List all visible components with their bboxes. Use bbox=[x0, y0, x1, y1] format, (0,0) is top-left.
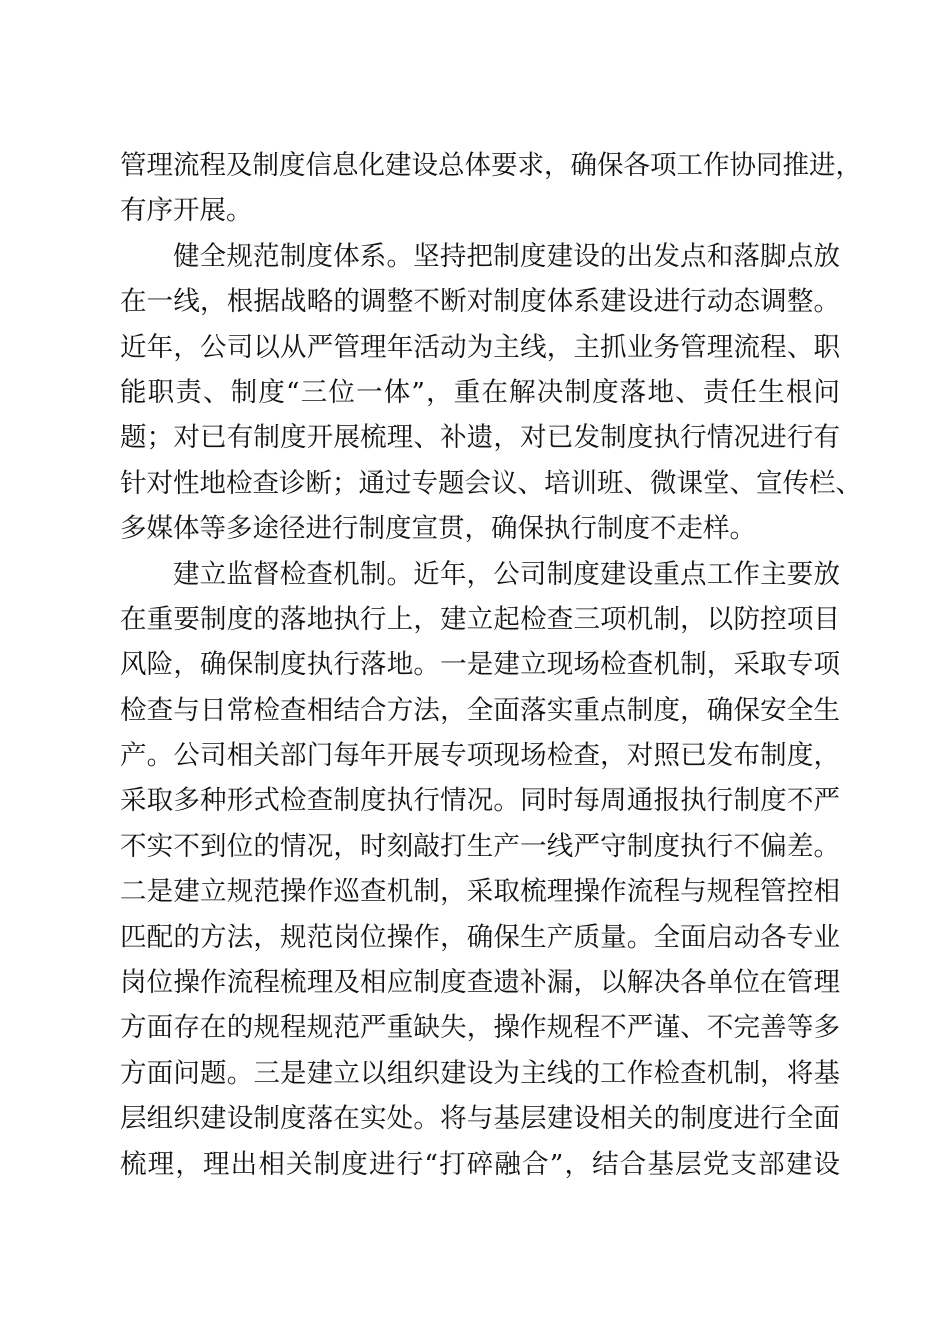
text-line-13: 检查与日常检查相结合方法，全面落实重点制度，确保安全生 bbox=[120, 694, 840, 726]
text-line-20: 方面存在的规程规范严重缺失，操作规程不严谨、不完善等多 bbox=[120, 1012, 840, 1044]
text-line-5: 近年，公司以从严管理年活动为主线，主抓业务管理流程、职 bbox=[120, 331, 840, 363]
document-body bbox=[120, 143, 862, 1187]
text-line-18: 匹配的方法，规范岗位操作，确保生产质量。全面启动各专业 bbox=[120, 921, 840, 953]
text-line-3: 健全规范制度体系。坚持把制度建设的出发点和落脚点放 bbox=[173, 240, 840, 272]
text-line-11: 在重要制度的落地执行上，建立起检查三项机制，以防控项目 bbox=[120, 603, 840, 635]
text-line-7: 题；对已有制度开展梳理、补遗，对已发制度执行情况进行有 bbox=[120, 422, 840, 454]
text-line-12: 风险，确保制度执行落地。一是建立现场检查机制，采取专项 bbox=[120, 649, 840, 681]
text-line-8: 针对性地检查诊断；通过专题会议、培训班、微课堂、宣传栏、 bbox=[120, 467, 862, 499]
text-line-4: 在一线，根据战略的调整不断对制度体系建设进行动态调整。 bbox=[120, 286, 840, 318]
text-line-6: 能职责、制度“三位一体”，重在解决制度落地、责任生根问 bbox=[120, 376, 840, 408]
text-line-1: 管理流程及制度信息化建设总体要求，确保各项工作协同推进， bbox=[120, 150, 862, 181]
text-line-2: 有序开展。 bbox=[120, 195, 253, 227]
text-line-10: 建立监督检查机制。近年，公司制度建设重点工作主要放 bbox=[173, 558, 840, 590]
text-line-22: 层组织建设制度落在实处。将与基层建设相关的制度进行全面 bbox=[120, 1103, 840, 1135]
text-line-21: 方面问题。三是建立以组织建设为主线的工作检查机制，将基 bbox=[120, 1057, 840, 1089]
text-line-17: 二是建立规范操作巡查机制，采取梳理操作流程与规程管控相 bbox=[120, 876, 840, 908]
text-line-15: 采取多种形式检查制度执行情况。同时每周通报执行制度不严 bbox=[120, 785, 840, 817]
text-line-16: 不实不到位的情况，时刻敲打生产一线严守制度执行不偏差。 bbox=[120, 830, 840, 862]
text-line-19: 岗位操作流程梳理及相应制度查遗补漏，以解决各单位在管理 bbox=[120, 967, 840, 999]
text-line-9: 多媒体等多途径进行制度宣贯，确保执行制度不走样。 bbox=[120, 513, 756, 545]
text-line-23: 梳理，理出相关制度进行“打碎融合”，结合基层党支部建设 bbox=[120, 1148, 840, 1180]
text-line-14: 产。公司相关部门每年开展专项现场检查，对照已发布制度， bbox=[120, 740, 840, 772]
